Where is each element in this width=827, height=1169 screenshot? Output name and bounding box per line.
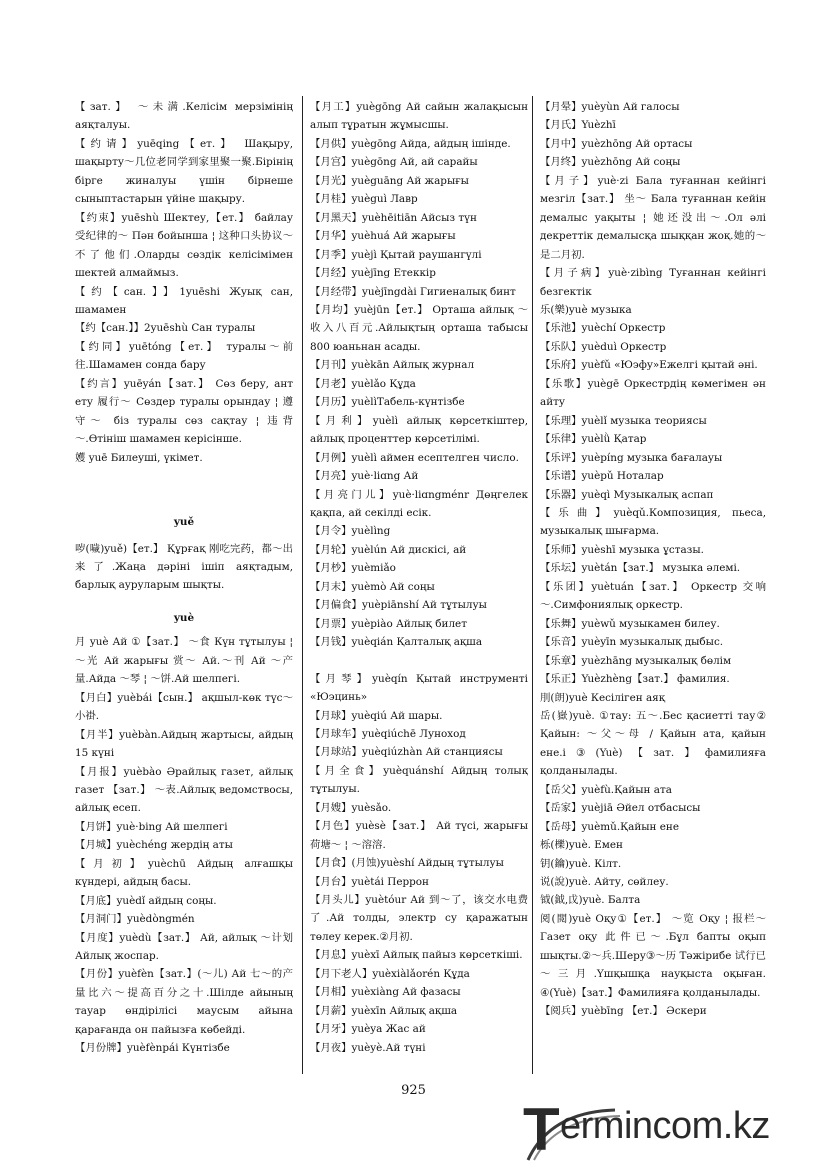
dictionary-entry: 【月全食】yuèquánshí Айдың толық тұтылуы.	[310, 764, 528, 796]
dictionary-entry: 【月利】yuèlì айлық көрсеткіштер, айлық проценттер көрсетілімі.	[310, 414, 528, 446]
dictionary-entry: 【乐谱】yuèpǔ Ноталар	[540, 470, 664, 483]
dictionary-entry: 【约束】yuēshù Шектеу,【ет.】 байлау 受纪律的～ Пән бойынша ¦ 这种口头协议～不了他们.Оларды сөздік келісімімен шектей алмаймыз.	[75, 211, 293, 280]
dictionary-entry: 【约同】yuētóng【ет.】 туралы～前往.Шамамен сонда бару	[75, 340, 293, 372]
dictionary-entry: 【乐正】Yuèzhèng【зат.】 фамилия.	[540, 673, 730, 686]
dictionary-entry: 【月头儿】yuètóur Ай 到～了，该交水电费了.Ай толды, электр су қаражатын төлеу керек.②月初.	[310, 894, 528, 943]
dictionary-entry: 【月台】yuètái Перрон	[310, 875, 429, 888]
logo-letter-t: T	[523, 1096, 560, 1163]
dictionary-entry: 【月季】yuèjì Қытай раушангүлі	[310, 248, 482, 261]
dictionary-entry: 【月氏】Yuèzhī	[540, 119, 616, 132]
dictionary-entry: 【月均】yuèjūn【ет.】 Орташа айлық ～收入八百元.Айлықтың орташа табысы 800 юаньнан асады.	[310, 303, 528, 353]
dictionary-entry: 【约【сан.】】2yuēshù Сан туралы	[75, 322, 256, 335]
dictionary-entry: 【月刊】yuèkān Айлық журнал	[310, 359, 475, 372]
dictionary-entry: 【乐曲】yuèqǔ.Композиция, пьеса, музыкалық шығарма.	[540, 506, 766, 538]
column-3-entries	[540, 98, 766, 1021]
dictionary-entry: 【约言】yuēyán【зат.】 Сөз беру, ант ету 履行～ Сөздер туралы орындау ¦ 遵守～ біз туралы сөз сақтау ¦ 违背～.Өтініш шамамен керісінше.	[75, 377, 293, 446]
dictionary-entry: 【月经带】yuèjīngdài Гигиеналық бинт	[310, 285, 516, 298]
dictionary-entry: 【月晕】yuèyùn Ай галосы	[540, 101, 680, 113]
dictionary-entry: 【乐舞】yuèwǔ музыкамен билеу.	[540, 617, 720, 630]
dictionary-entry: 【月球站】yuèqiúzhàn Ай станциясы	[310, 746, 503, 759]
dictionary-entry: 【乐理】yuèlǐ музыка теориясы	[540, 414, 707, 427]
dictionary-entry: 【月下老人】yuèxiàlǎorén Құда	[310, 967, 470, 980]
dictionary-entry: 【月份】yuèfèn【зат.】(～儿) Ай 七～的产量比六～提高百分之十.Шілде айының тауар өндірілісі маусым айына қарағанда он пайызға көбейді.	[75, 968, 293, 1036]
dictionary-entry: 【阅兵】yuèbīng 【ет.】 Әскери	[540, 1005, 707, 1018]
section-heading-yue3: yuě	[173, 516, 195, 529]
dictionary-entry: 【乐音】yuèyīn музыкалық дыбыс.	[540, 636, 724, 649]
dictionary-entry: 【зат.】 ～未满.Келісім мерзімінің аяқталуы.	[75, 101, 293, 132]
dictionary-entry: 【月度】yuèdù【зат.】 Ай, айлық ～计划 Айлық жоспар.	[75, 931, 293, 963]
dictionary-column-3	[540, 98, 766, 1068]
dictionary-entry: 【月半】yuèbàn.Айдың жартысы, айдың 15 күні	[75, 728, 293, 760]
column-1-entries-a	[75, 98, 293, 467]
dictionary-entry: 【月牙】yuèya Жас ай	[310, 1023, 426, 1036]
dictionary-entry: 【月洞门】yuèdòngmén	[75, 913, 195, 926]
column-1-entries-b	[75, 540, 293, 595]
dictionary-entry: 【乐坛】yuètán【зат.】 музыка әлемі.	[540, 562, 741, 575]
dictionary-entry: 【月末】yuèmò Ай соңы	[310, 580, 435, 593]
dictionary-entry: 【乐律】yuèlǜ Қатар	[540, 433, 647, 446]
dictionary-entry: 岳(嶽)yuè. ①тау: 五～.Бес қасиетті тау② Қайын: ～父～母 / Қайын ата, қайын ене.i③(Yuè)【зат.】фамилияға қолданылады.	[540, 709, 766, 778]
dictionary-entry: 【月亮】yuè·liɑng Ай	[310, 470, 419, 483]
dictionary-entry: 【月薪】yuèxīn Айлық ақша	[310, 1004, 458, 1017]
dictionary-entry: 阅(閲)yuè Оқу①【ет.】 ～览 Оқу ¦ 报栏～Газет оқу 此件已～.Бұл бапты оқып шықты.②～兵.Шеру③～历 Тәжірибе 试行已～三月.Үшқышқа науқыста оқыған. ④(Yuè)【зат.】Фамилияға қолданылады.	[540, 912, 766, 999]
dictionary-entry: 【月令】yuèlìng	[310, 525, 391, 538]
dictionary-entry: 【乐府】yuèfǔ «Юэфу»Ежелгі қытай әні.	[540, 359, 758, 372]
dictionary-entry: 【乐歌】yuègē Оркестрдің көмегімен ән айту	[540, 377, 766, 409]
dictionary-entry: 【月宫】yuègōng Ай, ай сарайы	[310, 156, 478, 169]
dictionary-entry: 【月琴】yuèqín Қытай инструменті «Юэцинь»	[310, 672, 528, 704]
dictionary-entry: 【月例】yuèlì аймен есептелген число.	[310, 451, 519, 464]
dictionary-entry: 【月球车】yuèqiúchē Луноход	[310, 727, 466, 740]
dictionary-entry: 【月光】yuèguāng Ай жарығы	[310, 174, 469, 187]
dictionary-entry: 【月相】yuèxiàng Ай фазасы	[310, 986, 461, 999]
dictionary-entry: 【月球】yuèqiú Ай шары.	[310, 709, 443, 722]
dictionary-entry: 【月华】yuèhuá Ай жарығы	[310, 230, 456, 243]
dictionary-entry: 月 yuè Ай ①【зат.】 ～食 Күн тұтылуы ¦ ～光 Ай жарығы 赏～ Ай.～刊 Ай ～产量.Айда ～琴 ¦ ～饼.Ай шелпегі.	[75, 636, 293, 686]
logo-text: ermincom.kz	[560, 1105, 770, 1147]
dictionary-entry: 【月黑天】yuèhēitiān Айсыз түн	[310, 211, 477, 224]
dictionary-column-2	[310, 98, 528, 1068]
dictionary-entry: 【月息】yuèxī Айлық пайыз көрсеткіші.	[310, 949, 523, 962]
dictionary-entry: 【月子病】yuè·zibìng Туғаннан кейінгі безгектік	[540, 267, 766, 298]
dictionary-entry: 【岳母】yuèmǔ.Қайын ене	[540, 820, 680, 833]
dictionary-entry: 【月桂】yuèguì Лавр	[310, 193, 418, 206]
dictionary-entry: 【乐章】yuèzhāng музыкалық бөлім	[540, 654, 732, 667]
column-divider-1	[302, 96, 303, 1074]
page-number: 925	[401, 1083, 426, 1098]
dictionary-entry: 【月历】yuèlìТабель-күнтізбе	[310, 396, 465, 409]
dictionary-entry: 栎(櫟)yuè. Емен	[540, 839, 623, 852]
dictionary-entry: 【月中】yuèzhōng Ай ортасы	[540, 137, 693, 150]
dictionary-entry: 【月亮门儿】yuè·liɑngménr Дөңгелек қақпа, ай секілді есік.	[310, 488, 528, 519]
column-divider-2	[532, 96, 533, 1074]
dictionary-entry: 钺(鉞,戉)yuè. Балта	[540, 894, 641, 907]
dictionary-entry: 【约【сан.】】1yuēshi Жуық сан, шамамен	[75, 285, 293, 316]
dictionary-entry: 【乐团】yuètuán【зат.】 Оркестр 交响～.Симфониялық оркестр.	[540, 580, 766, 612]
dictionary-entry: 【月初】yuèchū Айдың алғашқы күндері, айдың басы.	[75, 857, 293, 889]
dictionary-entry: 嬳 yuē Билеуші, үкімет.	[75, 451, 203, 464]
column-2-entries-b	[310, 670, 528, 1058]
dictionary-entry: 【乐队】yuèduì Оркестр	[540, 340, 667, 353]
dictionary-entry: 【月色】yuèsè【зат.】 Ай түсі, жарығы 荷塘～ ¦ ～溶溶.	[310, 820, 528, 851]
dictionary-entry: 【月杪】yuèmiǎo	[310, 562, 396, 575]
dictionary-entry: 【月老】yuèlǎo Құда	[310, 377, 416, 390]
dictionary-entry: 【月嫂】yuèsǎo.	[310, 801, 392, 814]
dictionary-entry: 【月报】yuèbào Әрайлық газет, айлық газет 【зат.】 ～表.Айлық ведомствосы, айлық есеп.	[75, 765, 293, 815]
dictionary-entry: 【月城】yuèchéng жердің аты	[75, 839, 233, 852]
section-heading-yue4: yuè	[173, 611, 195, 624]
dictionary-entry: 【岳父】yuèfù.Қайын ата	[540, 783, 672, 796]
dictionary-entry: 【乐师】yuèshī музыка ұстазы.	[540, 543, 704, 556]
dictionary-entry: 【乐器】yuèqì Музыкалық аспап	[540, 488, 714, 501]
dictionary-entry: 【月终】yuèzhōng Ай соңы	[540, 156, 681, 169]
dictionary-entry: 说(說)yuè. Айту, сөйлеу.	[540, 876, 669, 889]
dictionary-entry: 【月白】yuèbái【сын.】 ақшыл-көк түс～小褂.	[75, 691, 293, 723]
column-2-entries-a	[310, 98, 528, 652]
dictionary-entry: 【月子】yuè·zi Бала туғаннан кейінгі мезгіл【зат.】 坐～ Бала туғаннан кейін демалыс уақыты ¦ 她还没出～.Ол әлі декреттік демалысқа шыққан жоқ.她的～是二月初.	[540, 174, 766, 261]
dictionary-entry: 【月工】yuègōng Ай сайын жалақысын алып тұратын жұмысшы.	[310, 101, 528, 132]
dictionary-entry: 【月食】(月蚀)yuèshí Айдың тұтылуы	[310, 857, 504, 870]
dictionary-entry: 【月供】yuègōng Айда, айдың ішінде.	[310, 137, 511, 150]
dictionary-entry: 【月经】yuèjīng Етеккір	[310, 267, 436, 280]
dictionary-entry: 钥(鑰)yuè. Кілт.	[540, 857, 622, 870]
dictionary-entry: 【月底】yuèdǐ айдың соңы.	[75, 894, 217, 907]
dictionary-entry: 【约请】yuēqing【ет.】 Шақыру, шақырту～几位老同学到家里聚一聚.Бірінің бірге жиналуы үшін бірнеше сыныптастарын үйіне шақыру.	[75, 137, 293, 206]
dictionary-entry: 【乐评】yuèpíng музыка бағалауы	[540, 451, 723, 464]
dictionary-entry: 【月钱】yuèqián Қалталық ақша	[310, 636, 483, 649]
dictionary-entry: 哕(噦)yuě)【ет.】 Құрғақ 刚吃完药，都～出来了.Жаңа дәріні ішіп аяқтадым, барлық ауруларым шықты.	[75, 542, 293, 592]
dictionary-entry: 【月偏食】yuèpiānshí Ай тұтылуы	[310, 599, 487, 612]
dictionary-entry: 【月轮】yuèlún Ай дискісі, ай	[310, 543, 467, 556]
dictionary-entry: 【月饼】yuè·bing Ай шелпегі	[75, 820, 228, 833]
dictionary-entry: 乐(樂)yuè музыка	[540, 303, 632, 316]
column-1-entries-c	[75, 633, 293, 1057]
dictionary-entry: 【岳家】yuèjiā Әйел отбасысы	[540, 802, 701, 815]
dictionary-entry: 【月票】yuèpiào Айлық билет	[310, 617, 467, 630]
dictionary-entry: 【乐池】yuèchí Оркестр	[540, 322, 666, 335]
dictionary-entry: 刖(朗)yuè Кесіліген аяқ	[540, 691, 666, 704]
dictionary-column-1	[75, 98, 293, 1068]
dictionary-entry: 【月夜】yuèyè.Ай түні	[310, 1041, 426, 1054]
dictionary-entry: 【月份牌】yuèfènpái Күнтізбе	[75, 1042, 230, 1055]
